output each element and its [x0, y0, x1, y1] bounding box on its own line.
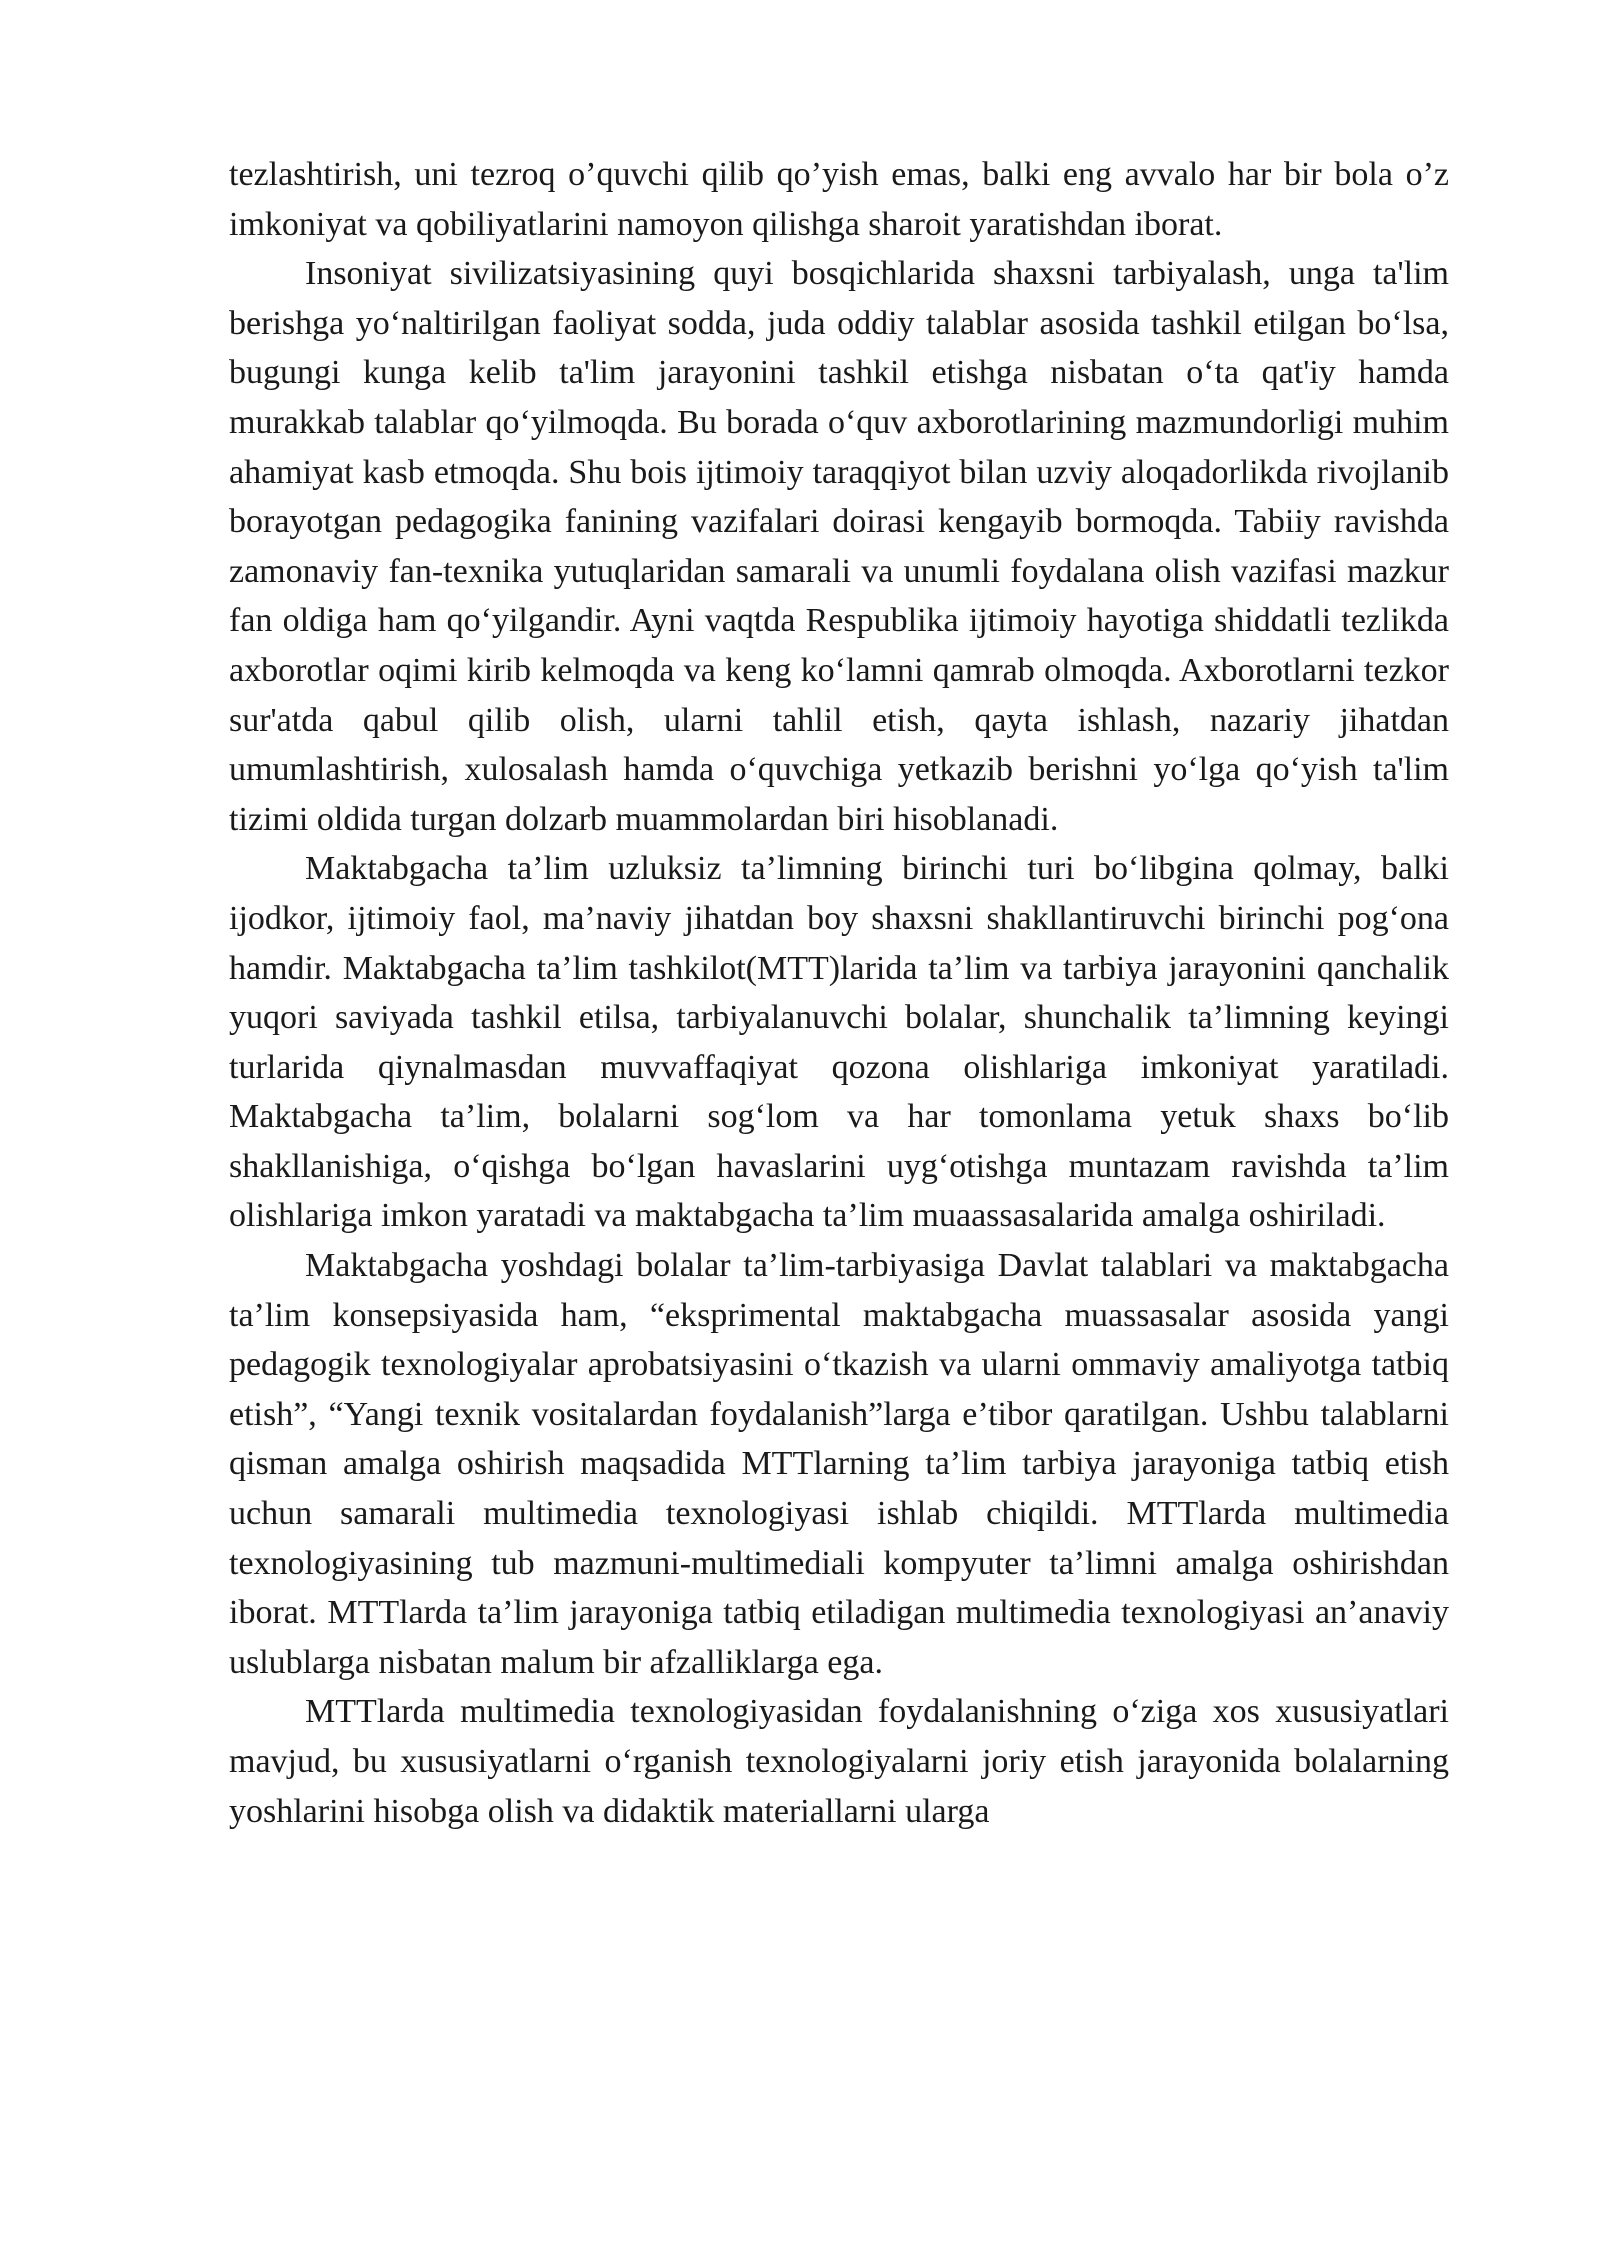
paragraph-preschool-education: Maktabgacha ta’lim uzluksiz ta’limning birinchi turi bo‘libgina qolmay, balki ijodkor, ijtimoiy faol, ma’naviy jihatdan boy shaxsni shakllantiruvchi birinchi pog‘ona hamdir. Maktabgacha ta’lim tashkilot(MTT)larida ta’lim va tarbiya jarayonini qanchalik yuqori saviyada tashkil etilsa, tarbiyalanuvchi bolalar, shunchalik ta’limning keyingi turlarida qiynalmasdan muvvaffaqiyat qozona olishlariga imkoniyat yaratiladi. Maktabgacha ta’lim, bolalarni sog‘lom va har tomonlama yetuk shaxs bo‘lib shakllanishiga, o‘qishga bo‘lgan havaslarini uyg‘otishga muntazam ravishda ta’lim olishlariga imkon yaratadi va maktabgacha ta’lim muaassasalarida amalga oshiriladi.: [229, 850, 1449, 1235]
paragraph-continuation: tezlashtirish, uni tezroq o’quvchi qilib qo’yish emas, balki eng avvalo har bir bola o’z imkoniyat va qobiliyatlarini namoyon qilishga sharoit yaratishdan iborat.: [229, 156, 1449, 243]
paragraph-civilization: Insoniyat sivilizatsiyasining quyi bosqichlarida shaxsni tarbiyalash, unga ta'lim berishga yo‘naltirilgan faoliyat sodda, juda oddiy talablar asosida tashkil etilgan bo‘lsa, bugungi kunga kelib ta'lim jarayonini tashkil etishga nisbatan o‘ta qat'iy hamda murakkab talablar qo‘yilmoqda. Bu borada o‘quv axborotlarining mazmundorligi muhim ahamiyat kasb etmoqda. Shu bois ijtimoiy taraqqiyot bilan uzviy aloqadorlikda rivojlanib borayotgan pedagogika fanining vazifalari doirasi kengayib bormoqda. Tabiiy ravishda zamonaviy fan-texnika yutuqlaridan samarali va unumli foydalana olish vazifasi mazkur fan oldiga ham qo‘yilgandir. Ayni vaqtda Respublika ijtimoiy hayotiga shiddatli tezlikda axborotlar oqimi kirib kelmoqda va keng ko‘lamni qamrab olmoqda. Axborotlarni tezkor sur'atda qabul qilib olish, ularni tahlil etish, qayta ishlash, nazariy jihatdan umumlashtirish, xulosalash hamda o‘quvchiga yetkazib berishni yo‘lga qo‘yish ta'lim tizimi oldida turgan dolzarb muammolardan biri hisoblanadi.: [229, 255, 1449, 838]
body-text: [229, 150, 1449, 1836]
paragraph-multimedia-features: MTTlarda multimedia texnologiyasidan foydalanishning o‘ziga xos xususiyatlari mavjud, bu xususiyatlarni o‘rganish texnologiyalarni joriy etish jarayonida bolalarning yoshlarini hisobga olish va didaktik materiallarni ularga: [229, 1693, 1449, 1830]
paragraph-state-requirements: Maktabgacha yoshdagi bolalar ta’lim-tarbiyasiga Davlat talablari va maktabgacha ta’lim konsepsiyasida ham, “eksprimental maktabgacha muassasalar asosida yangi pedagogik texnologiyalar aprobatsiyasini o‘tkazish va ularni ommaviy amaliyotga tatbiq etish”, “Yangi texnik vositalardan foydalanish”larga e’tibor qaratilgan. Ushbu talablarni qisman amalga oshirish maqsadida MTTlarning ta’lim tarbiya jarayoniga tatbiq etish uchun samarali multimedia texnologiyasi ishlab chiqildi. MTTlarda multimedia texnologiyasining tub mazmuni-multimediali kompyuter ta’limni amalga oshirishdan iborat. MTTlarda ta’lim jarayoniga tatbiq etiladigan multimedia texnologiyasi an’anaviy uslublarga nisbatan malum bir afzalliklarga ega.: [229, 1247, 1449, 1681]
